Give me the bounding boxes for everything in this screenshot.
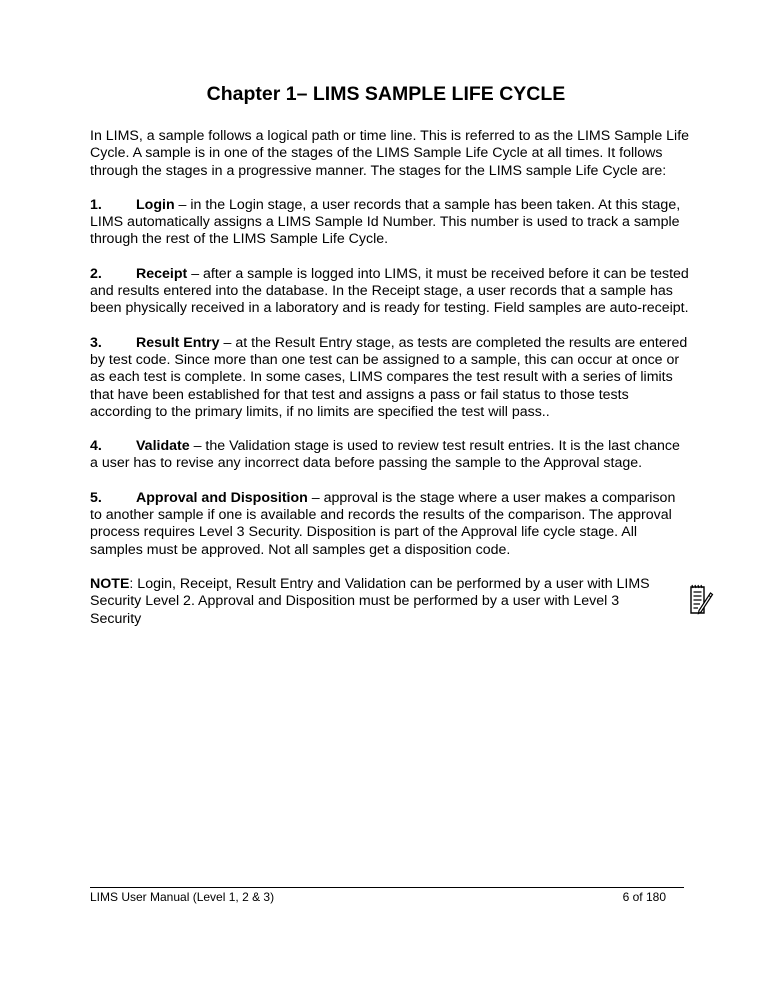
intro-paragraph: In LIMS, a sample follows a logical path or time line. This is referred to as the LIMS Sample Life Cycle. A sample is in one of the stages of the LIMS Sample Life Cycle at all times. It follows through the stages in a progressive manner. The stages for the LIMS sample Life Cycle are: bbox=[90, 128, 690, 179]
stage-item bbox=[90, 266, 690, 318]
stage-item bbox=[90, 197, 690, 249]
document-body bbox=[90, 128, 690, 645]
stage-term: Result Entry bbox=[136, 334, 220, 351]
note-label: NOTE bbox=[90, 575, 130, 592]
stage-description: – approval is the stage where a user makes a comparison to another sample if one is available and records the results of the comparison. The approval process requires Level 3 Security. Disposition is part of the Approval life cycle stage. All samples must be approved. Not all samples get a disposition code. bbox=[90, 489, 676, 558]
footer-divider bbox=[90, 887, 684, 888]
stage-description: – after a sample is logged into LIMS, it must be received before it can be tested and results entered into the database. In the Receipt stage, a user records that a sample has been physically received in a laboratory and is ready for testing. Field samples are auto-receipt. bbox=[90, 265, 689, 317]
footer-document-title: LIMS User Manual (Level 1, 2 & 3) bbox=[90, 890, 275, 904]
stage-item bbox=[90, 335, 690, 421]
note-text: : Login, Receipt, Result Entry and Validation can be performed by a user with LIMS Security Level 2. Approval and Disposition must be performed by a user with Level 3 Security bbox=[90, 575, 650, 627]
stage-number: 4. bbox=[90, 438, 102, 455]
note-block bbox=[90, 576, 690, 628]
stage-description: – at the Result Entry stage, as tests are completed the results are entered by test code. Since more than one test can be assigned to a sample, this can occur at once or as each test is complete. In some cases, LIMS compares the test result with a series of limits that have been established for that test and assigns a pass or fail status to those tests according to the primary limits, if no limits are specified the test will pass.. bbox=[90, 334, 688, 420]
stage-item bbox=[90, 490, 690, 559]
stage-number: 3. bbox=[90, 334, 102, 351]
stage-term: Validate bbox=[136, 438, 190, 455]
stage-description: – in the Login stage, a user records that a sample has been taken. At this stage, LIMS automatically assigns a LIMS Sample Id Number. This number is used to track a sample through the rest of the LIMS Sample Life Cycle. bbox=[90, 196, 681, 248]
stage-number: 5. bbox=[90, 489, 102, 506]
footer-page-number: 6 of 180 bbox=[622, 890, 666, 904]
stage-term: Approval and Disposition bbox=[136, 489, 308, 506]
stage-number: 1. bbox=[90, 196, 102, 213]
page-title: Chapter 1– LIMS SAMPLE LIFE CYCLE bbox=[206, 83, 566, 105]
stage-term: Receipt bbox=[136, 265, 188, 282]
stage-item bbox=[90, 438, 690, 473]
notepad-pencil-icon bbox=[688, 582, 714, 616]
stage-term: Login bbox=[136, 196, 175, 213]
note-paragraph bbox=[90, 576, 658, 628]
stage-description: – the Validation stage is used to review test result entries. It is the last chance a user has to revise any incorrect data before passing the sample to the Approval stage. bbox=[90, 438, 680, 472]
stage-number: 2. bbox=[90, 265, 102, 282]
